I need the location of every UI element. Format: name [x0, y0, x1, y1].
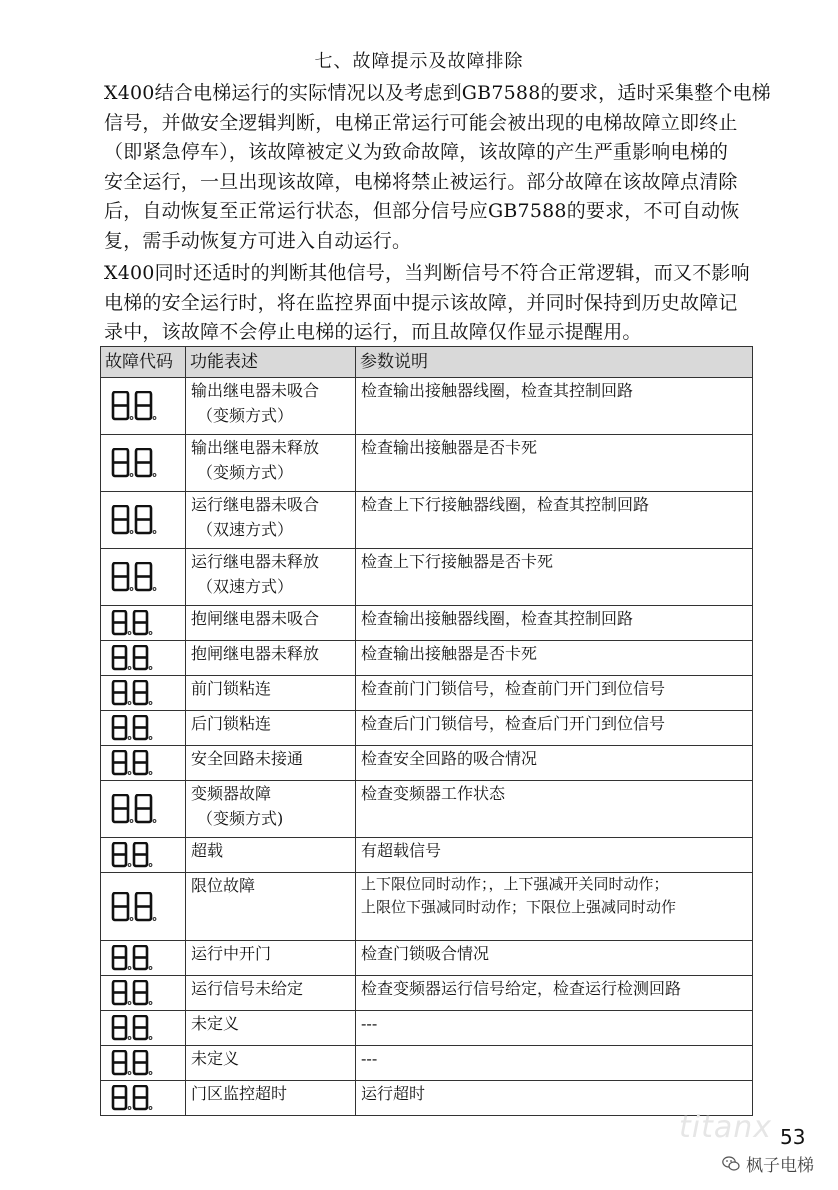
function-cell — [186, 941, 356, 976]
brand-name: 枫子电梯 — [746, 1156, 814, 1176]
seven-segment-code-icon — [111, 562, 161, 592]
seven-segment-code-icon — [111, 505, 161, 535]
parameter-cell — [356, 1011, 753, 1046]
parameter-text: --- — [361, 1014, 378, 1033]
function-cell — [186, 1046, 356, 1081]
table-row — [101, 976, 753, 1011]
parameter-cell — [356, 941, 753, 976]
parameter-text: 上限位下强减同时动作；下限位上强减同时动作 — [361, 898, 677, 916]
paragraph-line: 信号，并做安全逻辑判断，电梯正常运行可能会被出现的电梯故障立即终止 — [104, 111, 738, 134]
table-row — [101, 1081, 753, 1116]
table-row — [101, 873, 753, 941]
fault-code-cell — [101, 1046, 186, 1081]
paragraph-line: 电梯的安全运行时，将在监控界面中提示该故障，并同时保持到历史故障记 — [104, 291, 738, 314]
table-row — [101, 606, 753, 641]
function-cell — [186, 378, 356, 435]
paragraph-line: 录中，该故障不会停止电梯的运行，而且故障仅作显示提醒用。 — [104, 321, 642, 343]
brand-footer — [722, 1151, 814, 1176]
paragraph-line: 安全运行，一旦出现该故障，电梯将禁止被运行。部分故障在该故障点清除 — [104, 170, 738, 193]
function-cell — [186, 676, 356, 711]
parameter-cell — [356, 641, 753, 676]
seven-segment-code-icon — [111, 1015, 157, 1041]
seven-segment-code-icon — [111, 750, 157, 776]
function-cell — [186, 746, 356, 781]
parameter-text: 检查输出接触器线圈，检查其控制回路 — [361, 381, 634, 400]
parameter-cell — [356, 1046, 753, 1081]
seven-segment-code-icon — [111, 1085, 157, 1111]
function-cell — [186, 976, 356, 1011]
seven-segment-code-icon — [111, 680, 157, 706]
function-cell — [186, 1011, 356, 1046]
paragraph-line: （即紧急停车），该故障被定义为致命故障，该故障的产生严重影响电梯的 — [104, 141, 729, 163]
parameter-text: 检查门锁吸合情况 — [361, 944, 490, 963]
watermark: titanx — [679, 1110, 773, 1145]
table-header-row — [101, 347, 753, 378]
function-cell — [186, 873, 356, 941]
table-row — [101, 676, 753, 711]
parameter-text: 检查变频器运行信号给定，检查运行检测回路 — [361, 979, 682, 998]
fault-code-cell — [101, 435, 186, 492]
function-cell — [186, 1081, 356, 1116]
table-row — [101, 549, 753, 606]
function-cell — [186, 838, 356, 873]
seven-segment-code-icon — [111, 715, 157, 741]
function-text: （变频方式） — [197, 406, 294, 425]
paragraph-2 — [104, 259, 772, 348]
paragraph-1 — [104, 79, 772, 256]
fault-code-cell — [101, 838, 186, 873]
function-text: 前门锁粘连 — [191, 679, 272, 698]
parameter-text: 检查上下行接触器是否卡死 — [361, 552, 554, 571]
fault-code-cell — [101, 976, 186, 1011]
parameter-text: 上下限位同时动作；，上下强减开关同时动作； — [361, 875, 669, 893]
seven-segment-code-icon — [111, 448, 161, 478]
header-parameter: 参数说明 — [356, 347, 753, 378]
seven-segment-code-icon — [111, 945, 157, 971]
parameter-cell — [356, 435, 753, 492]
function-text: 后门锁粘连 — [191, 714, 272, 733]
function-text: （变频方式） — [197, 463, 294, 482]
fault-code-table — [100, 346, 753, 1116]
header-function: 功能表述 — [186, 347, 356, 378]
function-text: 安全回路未接通 — [191, 749, 304, 768]
paragraph-line: 复，需手动恢复方可进入自动运行。 — [104, 229, 412, 252]
table-row — [101, 492, 753, 549]
fault-code-cell — [101, 641, 186, 676]
function-text: 运行信号未给定 — [191, 979, 304, 998]
function-cell — [186, 781, 356, 838]
parameter-text: 检查输出接触器是否卡死 — [361, 644, 538, 663]
fault-code-cell — [101, 941, 186, 976]
function-text: 输出继电器未吸合 — [191, 381, 320, 400]
seven-segment-code-icon — [111, 794, 161, 824]
fault-code-cell — [101, 378, 186, 435]
section-title: 七、故障提示及故障排除 — [314, 51, 524, 72]
function-cell — [186, 711, 356, 746]
function-text: 运行继电器未释放 — [191, 552, 320, 571]
function-text: 运行继电器未吸合 — [191, 495, 320, 514]
function-cell — [186, 435, 356, 492]
table-row — [101, 781, 753, 838]
parameter-cell — [356, 676, 753, 711]
fault-code-cell — [101, 1011, 186, 1046]
parameter-text: 检查输出接触器是否卡死 — [361, 438, 538, 457]
parameter-cell — [356, 781, 753, 838]
parameter-cell — [356, 378, 753, 435]
seven-segment-code-icon — [111, 980, 157, 1006]
function-text: 超载 — [191, 841, 224, 860]
parameter-cell — [356, 606, 753, 641]
parameter-text: 运行超时 — [361, 1084, 426, 1103]
fault-code-cell — [101, 676, 186, 711]
function-cell — [186, 606, 356, 641]
fault-code-cell — [101, 492, 186, 549]
function-text: 输出继电器未释放 — [191, 438, 320, 457]
function-text: 抱闸继电器未吸合 — [191, 609, 320, 628]
parameter-text: 有超载信号 — [361, 841, 442, 860]
function-text: 限位故障 — [191, 876, 256, 895]
parameter-text: 检查上下行接触器线圈，检查其控制回路 — [361, 495, 650, 514]
function-text: （双速方式） — [197, 520, 294, 539]
paragraph-line: X400结合电梯运行的实际情况以及考虑到GB7588的要求，适时采集整个电梯 — [104, 82, 771, 104]
fault-code-cell — [101, 606, 186, 641]
parameter-text: 检查安全回路的吸合情况 — [361, 749, 538, 768]
seven-segment-code-icon — [111, 842, 157, 868]
fault-code-cell — [101, 1081, 186, 1116]
function-text: （变频方式) — [197, 809, 284, 828]
parameter-text: 检查后门门锁信号，检查后门开门到位信号 — [361, 714, 666, 733]
function-cell — [186, 549, 356, 606]
fault-code-cell — [101, 746, 186, 781]
parameter-cell — [356, 549, 753, 606]
seven-segment-code-icon — [111, 892, 161, 922]
parameter-text: --- — [361, 1049, 378, 1068]
fault-code-cell — [101, 781, 186, 838]
fault-code-cell — [101, 873, 186, 941]
function-text: 未定义 — [191, 1014, 240, 1033]
table-row — [101, 1046, 753, 1081]
parameter-text: 检查前门门锁信号，检查前门开门到位信号 — [361, 679, 666, 698]
fault-code-cell — [101, 549, 186, 606]
function-text: 未定义 — [191, 1049, 240, 1068]
function-text: （双速方式） — [197, 577, 294, 596]
parameter-text: 检查输出接触器线圈，检查其控制回路 — [361, 609, 634, 628]
table-row — [101, 435, 753, 492]
parameter-text: 检查变频器工作状态 — [361, 784, 506, 803]
header-fault-code: 故障代码 — [101, 347, 186, 378]
parameter-cell — [356, 711, 753, 746]
page-number: 53 — [780, 1125, 806, 1149]
paragraph-line: X400同时还适时的判断其他信号，当判断信号不符合正常逻辑，而又不影响 — [104, 262, 750, 284]
parameter-cell — [356, 976, 753, 1011]
parameter-cell — [356, 873, 753, 941]
seven-segment-code-icon — [111, 391, 161, 421]
seven-segment-code-icon — [111, 1050, 157, 1076]
function-text: 门区监控超时 — [191, 1084, 288, 1103]
table-row — [101, 641, 753, 676]
seven-segment-code-icon — [111, 610, 157, 636]
seven-segment-code-icon — [111, 645, 157, 671]
function-text: 抱闸继电器未释放 — [191, 644, 320, 663]
table-row — [101, 1011, 753, 1046]
parameter-cell — [356, 492, 753, 549]
table-row — [101, 746, 753, 781]
wechat-icon — [722, 1156, 740, 1172]
function-cell — [186, 641, 356, 676]
paragraph-line: 后，自动恢复至正常运行状态，但部分信号应GB7588的要求，不可自动恢 — [104, 200, 740, 222]
function-text: 变频器故障 — [191, 784, 272, 803]
table-row — [101, 378, 753, 435]
function-cell — [186, 492, 356, 549]
table-row — [101, 838, 753, 873]
table-row — [101, 941, 753, 976]
fault-code-cell — [101, 711, 186, 746]
function-text: 运行中开门 — [191, 944, 272, 963]
table-row — [101, 711, 753, 746]
parameter-cell — [356, 746, 753, 781]
parameter-cell — [356, 838, 753, 873]
